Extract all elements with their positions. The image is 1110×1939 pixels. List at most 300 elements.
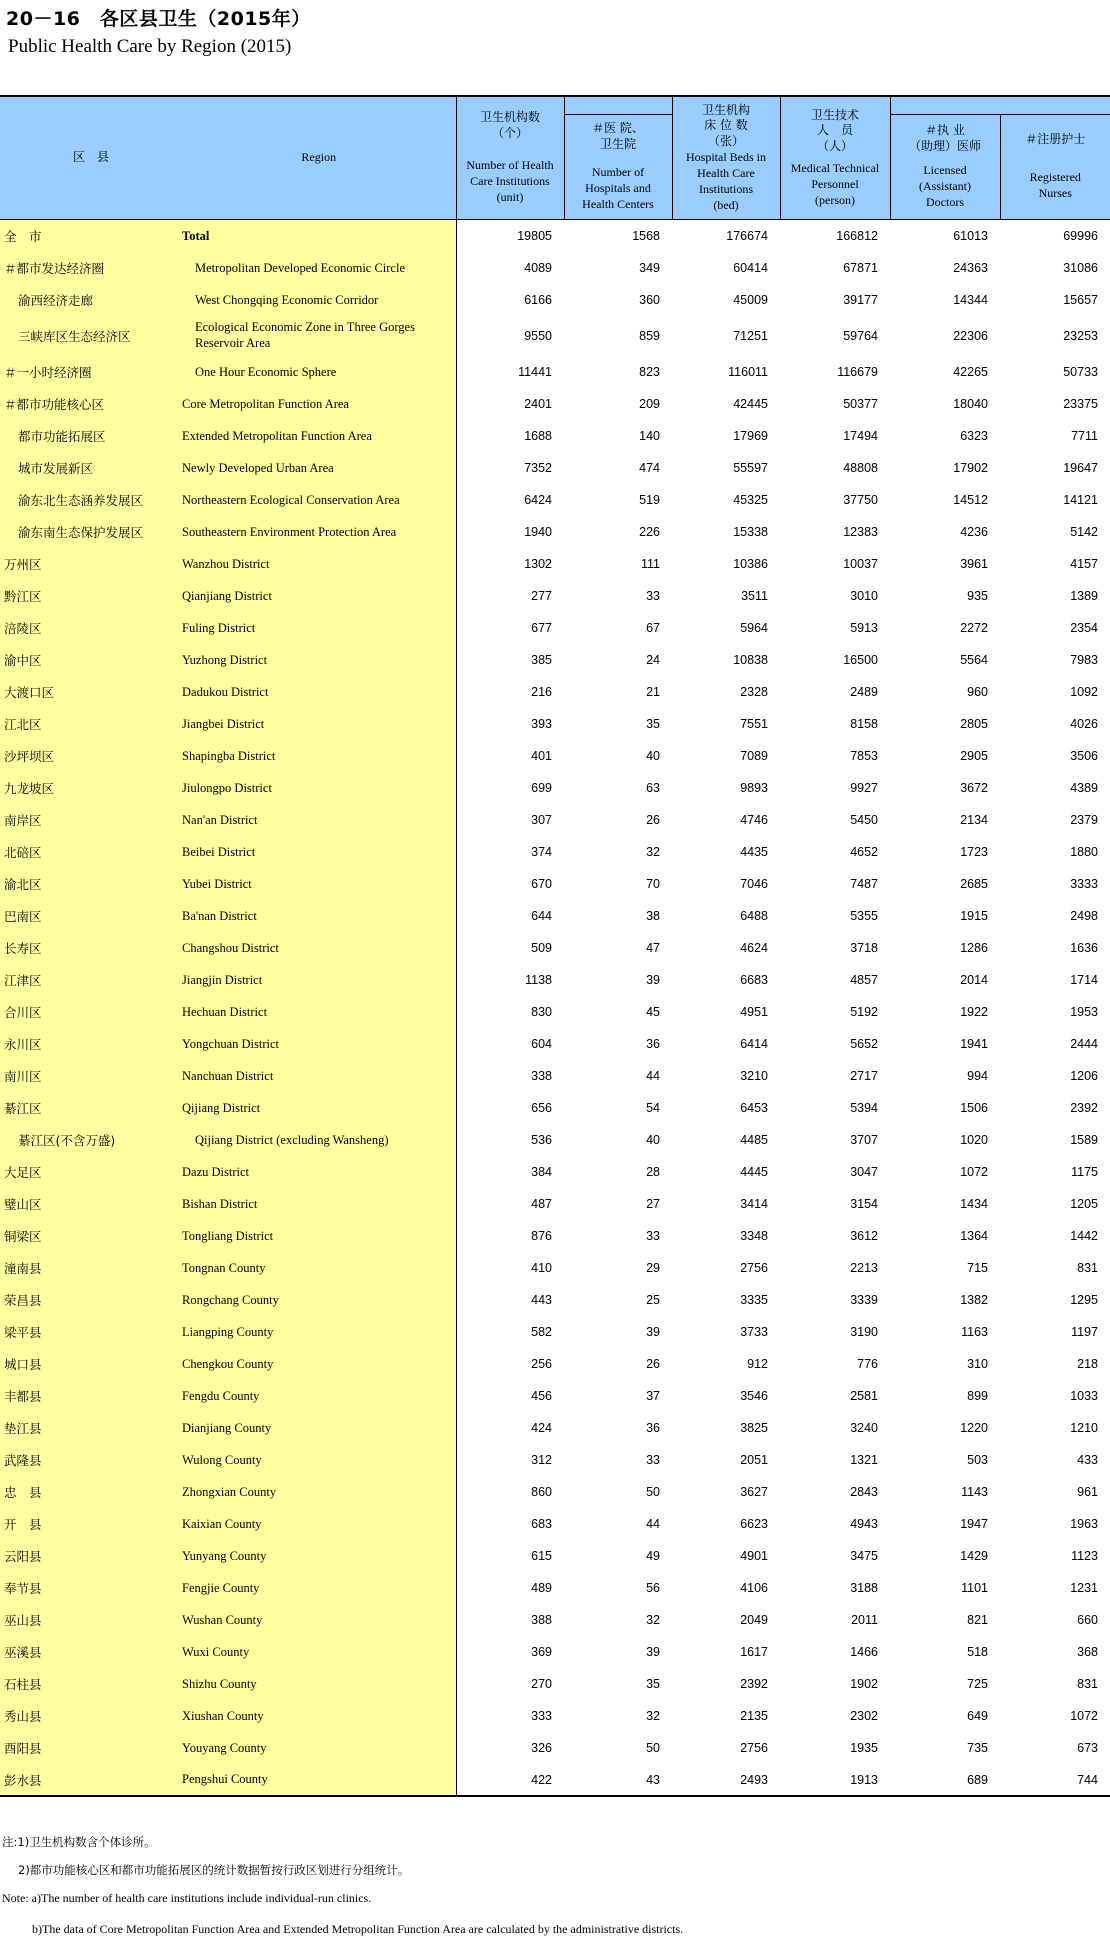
- region-name-cn: 永川区: [0, 1028, 182, 1060]
- cell-nurses: 15657: [1063, 293, 1098, 307]
- cell-personnel: 3240: [850, 1421, 878, 1435]
- cell-nurses: 31086: [1063, 261, 1098, 275]
- cell-institutions: 830: [456, 996, 564, 1028]
- region-name-en: Wanzhou District: [182, 548, 456, 580]
- cell-nurses: 1295: [1070, 1293, 1098, 1307]
- region-name-en: Yongchuan District: [182, 1028, 456, 1060]
- cell-nurses: 1033: [1070, 1389, 1098, 1403]
- cell-doctors: 42265: [953, 365, 988, 379]
- cell-hospitals: 39: [646, 1325, 660, 1339]
- cell-nurses: 23253: [1063, 329, 1098, 343]
- cell-hospitals: 38: [646, 909, 660, 923]
- cell-beds: 4435: [740, 845, 768, 859]
- table-row: [0, 868, 1110, 900]
- cell-doctors: 1506: [960, 1101, 988, 1115]
- cell-institutions: 1688: [456, 420, 564, 452]
- cell-personnel: 67871: [843, 261, 878, 275]
- header-region-cn: 区 县: [0, 96, 182, 220]
- cell-doctors: 821: [967, 1613, 988, 1627]
- cell-institutions: 443: [456, 1284, 564, 1316]
- cell-hospitals: 474: [639, 461, 660, 475]
- cell-doctors: 1922: [960, 1005, 988, 1019]
- region-name-en: Southeastern Environment Protection Area: [182, 516, 456, 548]
- cell-personnel: 7853: [850, 749, 878, 763]
- cell-doctors: 3961: [960, 557, 988, 571]
- table-row: [0, 1380, 1110, 1412]
- region-name-en: Core Metropolitan Function Area: [182, 388, 456, 420]
- cell-personnel: 776: [857, 1357, 878, 1371]
- cell-institutions: 1302: [456, 548, 564, 580]
- cell-institutions: 424: [456, 1412, 564, 1444]
- cell-personnel: 16500: [843, 653, 878, 667]
- cell-beds: 7046: [740, 877, 768, 891]
- cell-institutions: 604: [456, 1028, 564, 1060]
- cell-beds: 6488: [740, 909, 768, 923]
- cell-institutions: 677: [456, 612, 564, 644]
- cell-personnel: 4943: [850, 1517, 878, 1531]
- region-name-en: Yubei District: [182, 868, 456, 900]
- cell-institutions: 1138: [456, 964, 564, 996]
- table-row: [0, 1508, 1110, 1540]
- region-name-en: Wushan County: [182, 1604, 456, 1636]
- cell-beds: 45009: [733, 293, 768, 307]
- cell-doctors: 2134: [960, 813, 988, 827]
- region-name-en: Xiushan County: [182, 1700, 456, 1732]
- region-name-en: Kaixian County: [182, 1508, 456, 1540]
- cell-doctors: 310: [967, 1357, 988, 1371]
- region-name-cn: 巫山县: [0, 1604, 182, 1636]
- cell-beds: 4624: [740, 941, 768, 955]
- header-col-personnel-cn: 卫生技术 人 员 （人）: [810, 107, 859, 154]
- cell-beds: 6414: [740, 1037, 768, 1051]
- cell-hospitals: 111: [640, 557, 660, 571]
- region-name-cn: 潼南县: [0, 1252, 182, 1284]
- cell-hospitals: 519: [639, 493, 660, 507]
- cell-personnel: 5394: [850, 1101, 878, 1115]
- cell-hospitals: 823: [639, 365, 660, 379]
- cell-institutions: 860: [456, 1476, 564, 1508]
- table-row: [0, 644, 1110, 676]
- region-name-cn: 梁平县: [0, 1316, 182, 1348]
- region-name-cn: 綦江区(不含万盛): [0, 1124, 182, 1156]
- cell-doctors: 735: [967, 1741, 988, 1755]
- header-col-beds-en: Hospital Beds in Health Care Institutions (bed): [686, 150, 766, 212]
- region-name-en: Rongchang County: [182, 1284, 456, 1316]
- cell-hospitals: 56: [646, 1581, 660, 1595]
- cell-beds: 6683: [740, 973, 768, 987]
- cell-hospitals: 33: [646, 1229, 660, 1243]
- cell-institutions: 401: [456, 740, 564, 772]
- cell-beds: 60414: [733, 261, 768, 275]
- cell-hospitals: 859: [639, 329, 660, 343]
- cell-hospitals: 49: [646, 1549, 660, 1563]
- health-care-table: [0, 95, 1110, 1797]
- table-row: [0, 1412, 1110, 1444]
- cell-nurses: 2392: [1070, 1101, 1098, 1115]
- cell-beds: 176674: [726, 229, 768, 243]
- cell-nurses: 1197: [1071, 1325, 1098, 1339]
- cell-beds: 15338: [733, 525, 768, 539]
- cell-hospitals: 1568: [632, 229, 660, 243]
- cell-beds: 4445: [740, 1165, 768, 1179]
- table-row: [0, 316, 1110, 356]
- cell-beds: 4106: [740, 1581, 768, 1595]
- region-name-en: Hechuan District: [182, 996, 456, 1028]
- region-name-cn: ＃都市发达经济圈: [0, 252, 182, 284]
- cell-nurses: 433: [1077, 1453, 1098, 1467]
- cell-beds: 116011: [728, 365, 768, 379]
- cell-nurses: 1072: [1070, 1709, 1098, 1723]
- cell-nurses: 744: [1000, 1764, 1110, 1796]
- cell-hospitals: 35: [646, 1677, 660, 1691]
- cell-personnel: 1913: [780, 1764, 890, 1796]
- region-name-en: Ba'nan District: [182, 900, 456, 932]
- region-name-cn: 黔江区: [0, 580, 182, 612]
- region-name-en: Shizhu County: [182, 1668, 456, 1700]
- header-col-hospitals: [564, 115, 672, 220]
- cell-doctors: 2685: [960, 877, 988, 891]
- region-name-cn: 云阳县: [0, 1540, 182, 1572]
- region-name-en: Jiangjin District: [182, 964, 456, 996]
- region-name-cn: 江津区: [0, 964, 182, 996]
- region-name-cn: 巫溪县: [0, 1636, 182, 1668]
- cell-institutions: 374: [456, 836, 564, 868]
- region-name-cn: 涪陵区: [0, 612, 182, 644]
- region-name-en: Nanchuan District: [182, 1060, 456, 1092]
- region-name-cn: 九龙坡区: [0, 772, 182, 804]
- cell-institutions: 670: [456, 868, 564, 900]
- cell-beds: 71251: [733, 329, 768, 343]
- cell-nurses: 14121: [1063, 493, 1098, 507]
- cell-doctors: 935: [967, 589, 988, 603]
- cell-personnel: 2843: [850, 1485, 878, 1499]
- cell-beds: 2328: [740, 685, 768, 699]
- cell-nurses: 69996: [1063, 229, 1098, 243]
- region-name-cn: 南川区: [0, 1060, 182, 1092]
- cell-institutions: 326: [456, 1732, 564, 1764]
- cell-beds: 55597: [733, 461, 768, 475]
- cell-nurses: 5142: [1070, 525, 1098, 539]
- cell-personnel: 8158: [850, 717, 878, 731]
- cell-nurses: 7983: [1070, 653, 1098, 667]
- cell-personnel: 12383: [843, 525, 878, 539]
- cell-beds: 4485: [740, 1133, 768, 1147]
- cell-personnel: 5450: [850, 813, 878, 827]
- region-name-en: Ecological Economic Zone in Three Gorges Reservoir Area: [182, 316, 456, 356]
- header-col-institutions-cn: 卫生机构数 （个）: [479, 110, 540, 141]
- cell-nurses: 2354: [1070, 621, 1098, 635]
- cell-nurses: 1389: [1070, 589, 1098, 603]
- cell-personnel: 50377: [843, 397, 878, 411]
- cell-hospitals: 349: [639, 261, 660, 275]
- cell-doctors: 14512: [953, 493, 988, 507]
- table-row: [0, 836, 1110, 868]
- region-name-en: Total: [182, 220, 456, 252]
- cell-doctors: 1163: [961, 1325, 988, 1339]
- cell-personnel: 5192: [850, 1005, 878, 1019]
- region-name-cn: 城市发展新区: [0, 452, 182, 484]
- cell-institutions: 582: [456, 1316, 564, 1348]
- cell-doctors: 1382: [960, 1293, 988, 1307]
- region-name-en: Newly Developed Urban Area: [182, 452, 456, 484]
- table-row: [0, 220, 1110, 252]
- cell-beds: 7089: [740, 749, 768, 763]
- cell-institutions: 4089: [456, 252, 564, 284]
- cell-doctors: 1220: [960, 1421, 988, 1435]
- cell-nurses: 19647: [1063, 461, 1098, 475]
- cell-institutions: 256: [456, 1348, 564, 1380]
- cell-doctors: 17902: [953, 461, 988, 475]
- cell-institutions: 19805: [456, 220, 564, 252]
- cell-hospitals: 37: [646, 1389, 660, 1403]
- cell-beds: 2392: [740, 1677, 768, 1691]
- cell-nurses: 1589: [1070, 1133, 1098, 1147]
- region-name-cn: ＃一小时经济圈: [0, 356, 182, 388]
- cell-personnel: 2581: [850, 1389, 878, 1403]
- cell-nurses: 1092: [1070, 685, 1098, 699]
- region-name-cn: 渝中区: [0, 644, 182, 676]
- cell-personnel: 3612: [850, 1229, 878, 1243]
- header-col-doctors-cn: ＃执 业 （助理）医师: [908, 123, 981, 154]
- region-name-en: Chengkou County: [182, 1348, 456, 1380]
- region-name-cn: 丰都县: [0, 1380, 182, 1412]
- region-name-en: Dadukou District: [182, 676, 456, 708]
- region-name-cn: 南岸区: [0, 804, 182, 836]
- cell-hospitals: 24: [646, 653, 660, 667]
- cell-beds: 9893: [740, 781, 768, 795]
- cell-nurses: 4026: [1070, 717, 1098, 731]
- cell-beds: 2756: [740, 1261, 768, 1275]
- cell-personnel: 39177: [843, 293, 878, 307]
- header-col-institutions: [456, 96, 564, 220]
- region-name-en: Tongnan County: [182, 1252, 456, 1284]
- cell-doctors: 1723: [960, 845, 988, 859]
- cell-personnel: 1321: [850, 1453, 878, 1467]
- cell-hospitals: 209: [639, 397, 660, 411]
- cell-institutions: 683: [456, 1508, 564, 1540]
- cell-nurses: 1206: [1070, 1069, 1098, 1083]
- cell-institutions: 216: [456, 676, 564, 708]
- cell-doctors: 2014: [960, 973, 988, 987]
- cell-hospitals: 70: [646, 877, 660, 891]
- region-name-en: West Chongqing Economic Corridor: [182, 284, 456, 316]
- footnote-a: Note: a)The number of health care institutions include individual-run clinics.: [2, 1891, 372, 1905]
- region-name-en: Nan'an District: [182, 804, 456, 836]
- cell-institutions: 277: [456, 580, 564, 612]
- cell-personnel: 2489: [850, 685, 878, 699]
- cell-hospitals: 140: [639, 429, 660, 443]
- cell-beds: 5964: [740, 621, 768, 635]
- cell-doctors: 2272: [960, 621, 988, 635]
- page-title-cn: 20－16 各区县卫生（2015年）: [6, 8, 311, 30]
- cell-doctors: 5564: [960, 653, 988, 667]
- region-name-en: Yunyang County: [182, 1540, 456, 1572]
- cell-personnel: 5652: [850, 1037, 878, 1051]
- cell-personnel: 3718: [850, 941, 878, 955]
- cell-doctors: 1434: [960, 1197, 988, 1211]
- table-row: [0, 1668, 1110, 1700]
- region-name-cn: 沙坪坝区: [0, 740, 182, 772]
- cell-beds: 3546: [740, 1389, 768, 1403]
- cell-doctors: 1364: [960, 1229, 988, 1243]
- cell-institutions: 456: [456, 1380, 564, 1412]
- region-name-cn: 三峡库区生态经济区: [0, 316, 182, 356]
- table-row: [0, 1732, 1110, 1764]
- region-name-cn: 垫江县: [0, 1412, 182, 1444]
- cell-hospitals: 26: [646, 813, 660, 827]
- cell-nurses: 660: [1077, 1613, 1098, 1627]
- header-col-beds-cn: 卫生机构 床 位 数 （张）: [701, 102, 750, 149]
- region-name-en: Fengdu County: [182, 1380, 456, 1412]
- cell-hospitals: 35: [646, 717, 660, 731]
- cell-beds: 17969: [733, 429, 768, 443]
- cell-personnel: 3707: [850, 1133, 878, 1147]
- cell-nurses: 1123: [1071, 1549, 1098, 1563]
- cell-hospitals: 45: [646, 1005, 660, 1019]
- cell-doctors: 518: [967, 1645, 988, 1659]
- cell-institutions: 369: [456, 1636, 564, 1668]
- cell-personnel: 2213: [850, 1261, 878, 1275]
- cell-hospitals: 27: [646, 1197, 660, 1211]
- cell-personnel: 1902: [850, 1677, 878, 1691]
- cell-beds: 3825: [740, 1421, 768, 1435]
- cell-hospitals: 39: [646, 973, 660, 987]
- cell-beds: 4901: [740, 1549, 768, 1563]
- table-body: [0, 220, 1110, 1796]
- cell-beds: 45325: [733, 493, 768, 507]
- cell-personnel: 3475: [850, 1549, 878, 1563]
- cell-doctors: 689: [890, 1764, 1000, 1796]
- cell-personnel: 48808: [843, 461, 878, 475]
- cell-doctors: 61013: [953, 229, 988, 243]
- cell-personnel: 10037: [843, 557, 878, 571]
- header-col-hospitals-cn: ＃医 院、 卫生院: [592, 121, 644, 152]
- header-col-hospitals-en: Number of Hospitals and Health Centers: [582, 165, 654, 211]
- cell-doctors: 1941: [960, 1037, 988, 1051]
- cell-personnel: 2717: [850, 1069, 878, 1083]
- header-col-institutions-en: Number of Health Care Institutions (unit): [466, 158, 554, 204]
- cell-hospitals: 32: [646, 1709, 660, 1723]
- cell-institutions: 6166: [456, 284, 564, 316]
- cell-doctors: 1286: [960, 941, 988, 955]
- cell-hospitals: 43: [564, 1764, 672, 1796]
- table-row: [0, 1636, 1110, 1668]
- region-name-cn: 大足区: [0, 1156, 182, 1188]
- header-col-doctors: [890, 115, 1000, 220]
- cell-hospitals: 26: [646, 1357, 660, 1371]
- header-col-personnel-en: Medical Technical Personnel (person): [790, 161, 880, 207]
- region-name-cn: 渝东南生态保护发展区: [0, 516, 182, 548]
- table-row: [0, 484, 1110, 516]
- cell-nurses: 1636: [1070, 941, 1098, 955]
- table-row: [0, 284, 1110, 316]
- cell-institutions: 1940: [456, 516, 564, 548]
- cell-nurses: 218: [1077, 1357, 1098, 1371]
- cell-doctors: 1429: [960, 1549, 988, 1563]
- table-row: [0, 548, 1110, 580]
- cell-doctors: 14344: [953, 293, 988, 307]
- cell-personnel: 4857: [850, 973, 878, 987]
- cell-hospitals: 40: [646, 749, 660, 763]
- cell-institutions: 338: [456, 1060, 564, 1092]
- table-row: [0, 1124, 1110, 1156]
- region-name-en: Dazu District: [182, 1156, 456, 1188]
- cell-personnel: 3190: [850, 1325, 878, 1339]
- cell-institutions: 876: [456, 1220, 564, 1252]
- cell-nurses: 4389: [1070, 781, 1098, 795]
- region-name-en: Jiulongpo District: [182, 772, 456, 804]
- cell-institutions: 536: [456, 1124, 564, 1156]
- data-table-container: [0, 95, 1110, 1797]
- cell-doctors: 503: [967, 1453, 988, 1467]
- table-row: [0, 1540, 1110, 1572]
- cell-doctors: 2805: [960, 717, 988, 731]
- region-name-cn: 荣昌县: [0, 1284, 182, 1316]
- region-name-en: One Hour Economic Sphere: [182, 356, 456, 388]
- cell-personnel: 37750: [843, 493, 878, 507]
- cell-beds: 912: [747, 1357, 768, 1371]
- cell-nurses: 1953: [1070, 1005, 1098, 1019]
- cell-nurses: 1210: [1070, 1421, 1098, 1435]
- table-row: [0, 612, 1110, 644]
- header-col-personnel: [780, 96, 890, 220]
- cell-hospitals: 33: [646, 589, 660, 603]
- cell-hospitals: 33: [646, 1453, 660, 1467]
- table-row: [0, 356, 1110, 388]
- cell-nurses: 1880: [1070, 845, 1098, 859]
- table-row: [0, 1316, 1110, 1348]
- cell-institutions: 2401: [456, 388, 564, 420]
- cell-hospitals: 28: [646, 1165, 660, 1179]
- cell-nurses: 1205: [1070, 1197, 1098, 1211]
- region-name-cn: 北碚区: [0, 836, 182, 868]
- cell-personnel: 3339: [850, 1293, 878, 1307]
- cell-beds: 2051: [740, 1453, 768, 1467]
- region-name-cn: 璧山区: [0, 1188, 182, 1220]
- region-name-en: Northeastern Ecological Conservation Area: [182, 484, 456, 516]
- cell-institutions: 312: [456, 1444, 564, 1476]
- region-name-cn: 巴南区: [0, 900, 182, 932]
- region-name-cn: 江北区: [0, 708, 182, 740]
- cell-doctors: 22306: [953, 329, 988, 343]
- page-title-en: Public Health Care by Region (2015): [8, 36, 292, 57]
- table-row: [0, 1444, 1110, 1476]
- cell-institutions: 7352: [456, 452, 564, 484]
- region-name-cn: 武隆县: [0, 1444, 182, 1476]
- cell-beds: 10386: [733, 557, 768, 571]
- cell-hospitals: 40: [646, 1133, 660, 1147]
- cell-personnel: 166812: [836, 229, 878, 243]
- table-row: [0, 516, 1110, 548]
- cell-institutions: 487: [456, 1188, 564, 1220]
- region-name-en: Metropolitan Developed Economic Circle: [182, 252, 456, 284]
- cell-nurses: 1231: [1070, 1581, 1098, 1595]
- cell-hospitals: 29: [646, 1261, 660, 1275]
- table-row: [0, 676, 1110, 708]
- cell-institutions: 9550: [456, 316, 564, 356]
- cell-hospitals: 25: [646, 1293, 660, 1307]
- cell-doctors: 1020: [960, 1133, 988, 1147]
- cell-nurses: 831: [1077, 1261, 1098, 1275]
- cell-hospitals: 226: [639, 525, 660, 539]
- table-header: [0, 96, 1110, 220]
- table-row: [0, 420, 1110, 452]
- cell-beds: 3511: [741, 589, 768, 603]
- region-name-cn: 酉阳县: [0, 1732, 182, 1764]
- cell-nurses: 1175: [1071, 1165, 1098, 1179]
- cell-hospitals: 54: [646, 1101, 660, 1115]
- cell-beds: 1617: [740, 1645, 768, 1659]
